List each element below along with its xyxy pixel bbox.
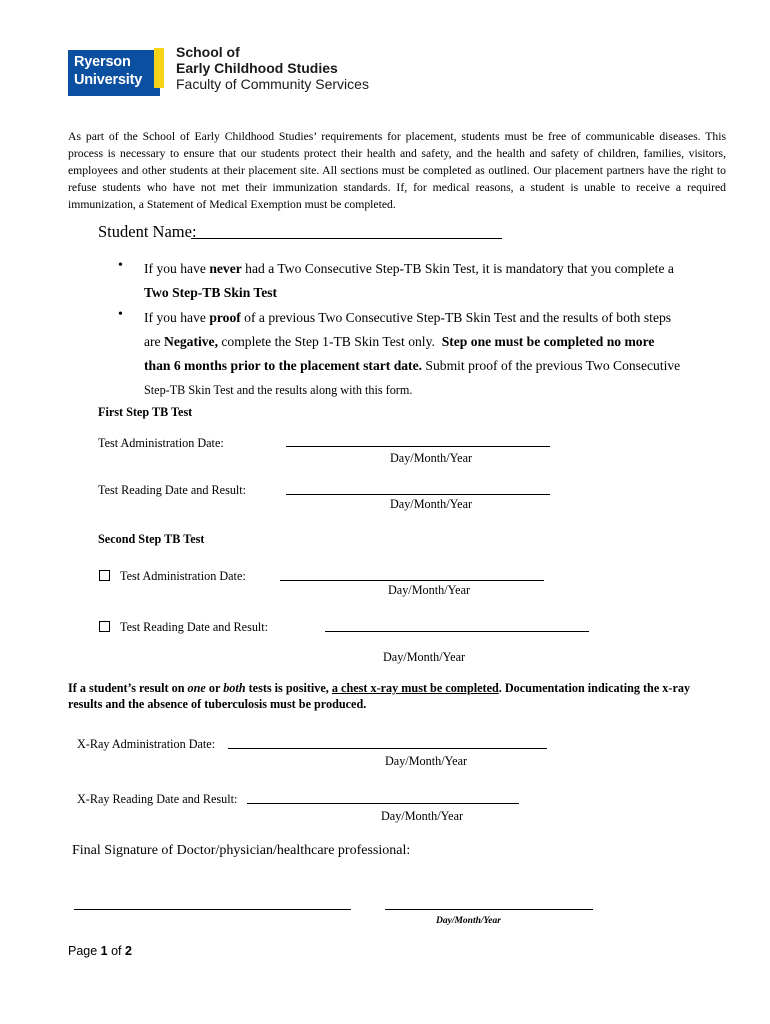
logo-line1: Ryerson (74, 54, 131, 70)
xray-admin-label: X-Ray Administration Date: (77, 737, 216, 751)
intro-paragraph: As part of the School of Early Childhood Studies’ requirements for placement, students must be free of communicable diseases. This process is necessary to ensure that our students protect their health and safety, and the health and safety of children, families, visitors, employees and other students at their placement site. All sections must be completed as outlined. Our placement partners have the right to refuse students who have not met their immunization standards. If, for medical reasons, a student is unable to receive a required immunization, a Statement of Medical Exemption must be completed. (68, 130, 726, 211)
second-admin-date-field[interactable] (280, 580, 544, 581)
date-caption: Day/Month/Year (381, 809, 464, 823)
signature-label: Final Signature of Doctor/physician/healthcare professional: (72, 843, 411, 858)
faculty-name: Faculty of Community Services (176, 76, 369, 92)
student-name-label: Student Name: (98, 222, 197, 241)
first-admin-label: Test Administration Date: (98, 436, 224, 450)
first-reading-label: Test Reading Date and Result: (98, 483, 247, 497)
second-reading-checkbox[interactable] (99, 621, 110, 632)
bullet2-line1: If you have proof of a previous Two Consecutive Step-TB Skin Test and the results of both steps (144, 310, 672, 325)
school-line2: Early Childhood Studies (176, 60, 338, 76)
xray-note-line2: results and the absence of tuberculosis must be produced. (68, 697, 367, 711)
bullet1-line1: If you have never had a Two Consecutive Step-TB Skin Test, it is mandatory that you complete a (144, 261, 674, 276)
bullet1-line2: Two Step-TB Skin Test (144, 285, 278, 300)
xray-note-line1: If a student’s result on one or both tests is positive, a chest x-ray must be completed. Documentation indicating the x-ray (68, 681, 691, 695)
signature-date-caption: Day/Month/Year (436, 916, 501, 926)
date-caption: Day/Month/Year (390, 497, 473, 511)
signature-date-field[interactable] (385, 909, 593, 910)
logo-accent-bar (154, 48, 164, 88)
logo-line2: University (74, 72, 143, 88)
bullet-dot: • (118, 307, 123, 322)
xray-reading-field[interactable] (247, 803, 519, 804)
second-admin-label: Test Administration Date: (120, 569, 246, 583)
second-admin-checkbox[interactable] (99, 570, 110, 581)
date-caption: Day/Month/Year (383, 650, 466, 664)
bullet-dot: • (118, 258, 123, 273)
first-reading-field[interactable] (286, 494, 550, 495)
bullet2-line4: Step-TB Skin Test and the results along with this form. (144, 383, 413, 397)
date-caption: Day/Month/Year (390, 451, 473, 465)
first-step-title: First Step TB Test (98, 405, 193, 419)
student-name-field[interactable] (191, 238, 502, 239)
second-reading-field[interactable] (325, 631, 589, 632)
second-step-title: Second Step TB Test (98, 532, 205, 546)
second-reading-label: Test Reading Date and Result: (120, 620, 269, 634)
signature-field[interactable] (74, 909, 351, 910)
bullet2-line3: than 6 months prior to the placement start date. Submit proof of the previous Two Consecutive (144, 358, 681, 373)
school-line1: School of (176, 44, 240, 60)
xray-admin-date-field[interactable] (228, 748, 547, 749)
first-admin-date-field[interactable] (286, 446, 550, 447)
page-number: Page 1 of 2 (68, 944, 132, 958)
xray-reading-label: X-Ray Reading Date and Result: (77, 792, 238, 806)
date-caption: Day/Month/Year (385, 754, 468, 768)
date-caption: Day/Month/Year (388, 583, 471, 597)
bullet2-line2: are Negative, complete the Step 1-TB Skin Test only. Step one must be completed no more (144, 334, 655, 349)
ryerson-logo (68, 50, 160, 96)
